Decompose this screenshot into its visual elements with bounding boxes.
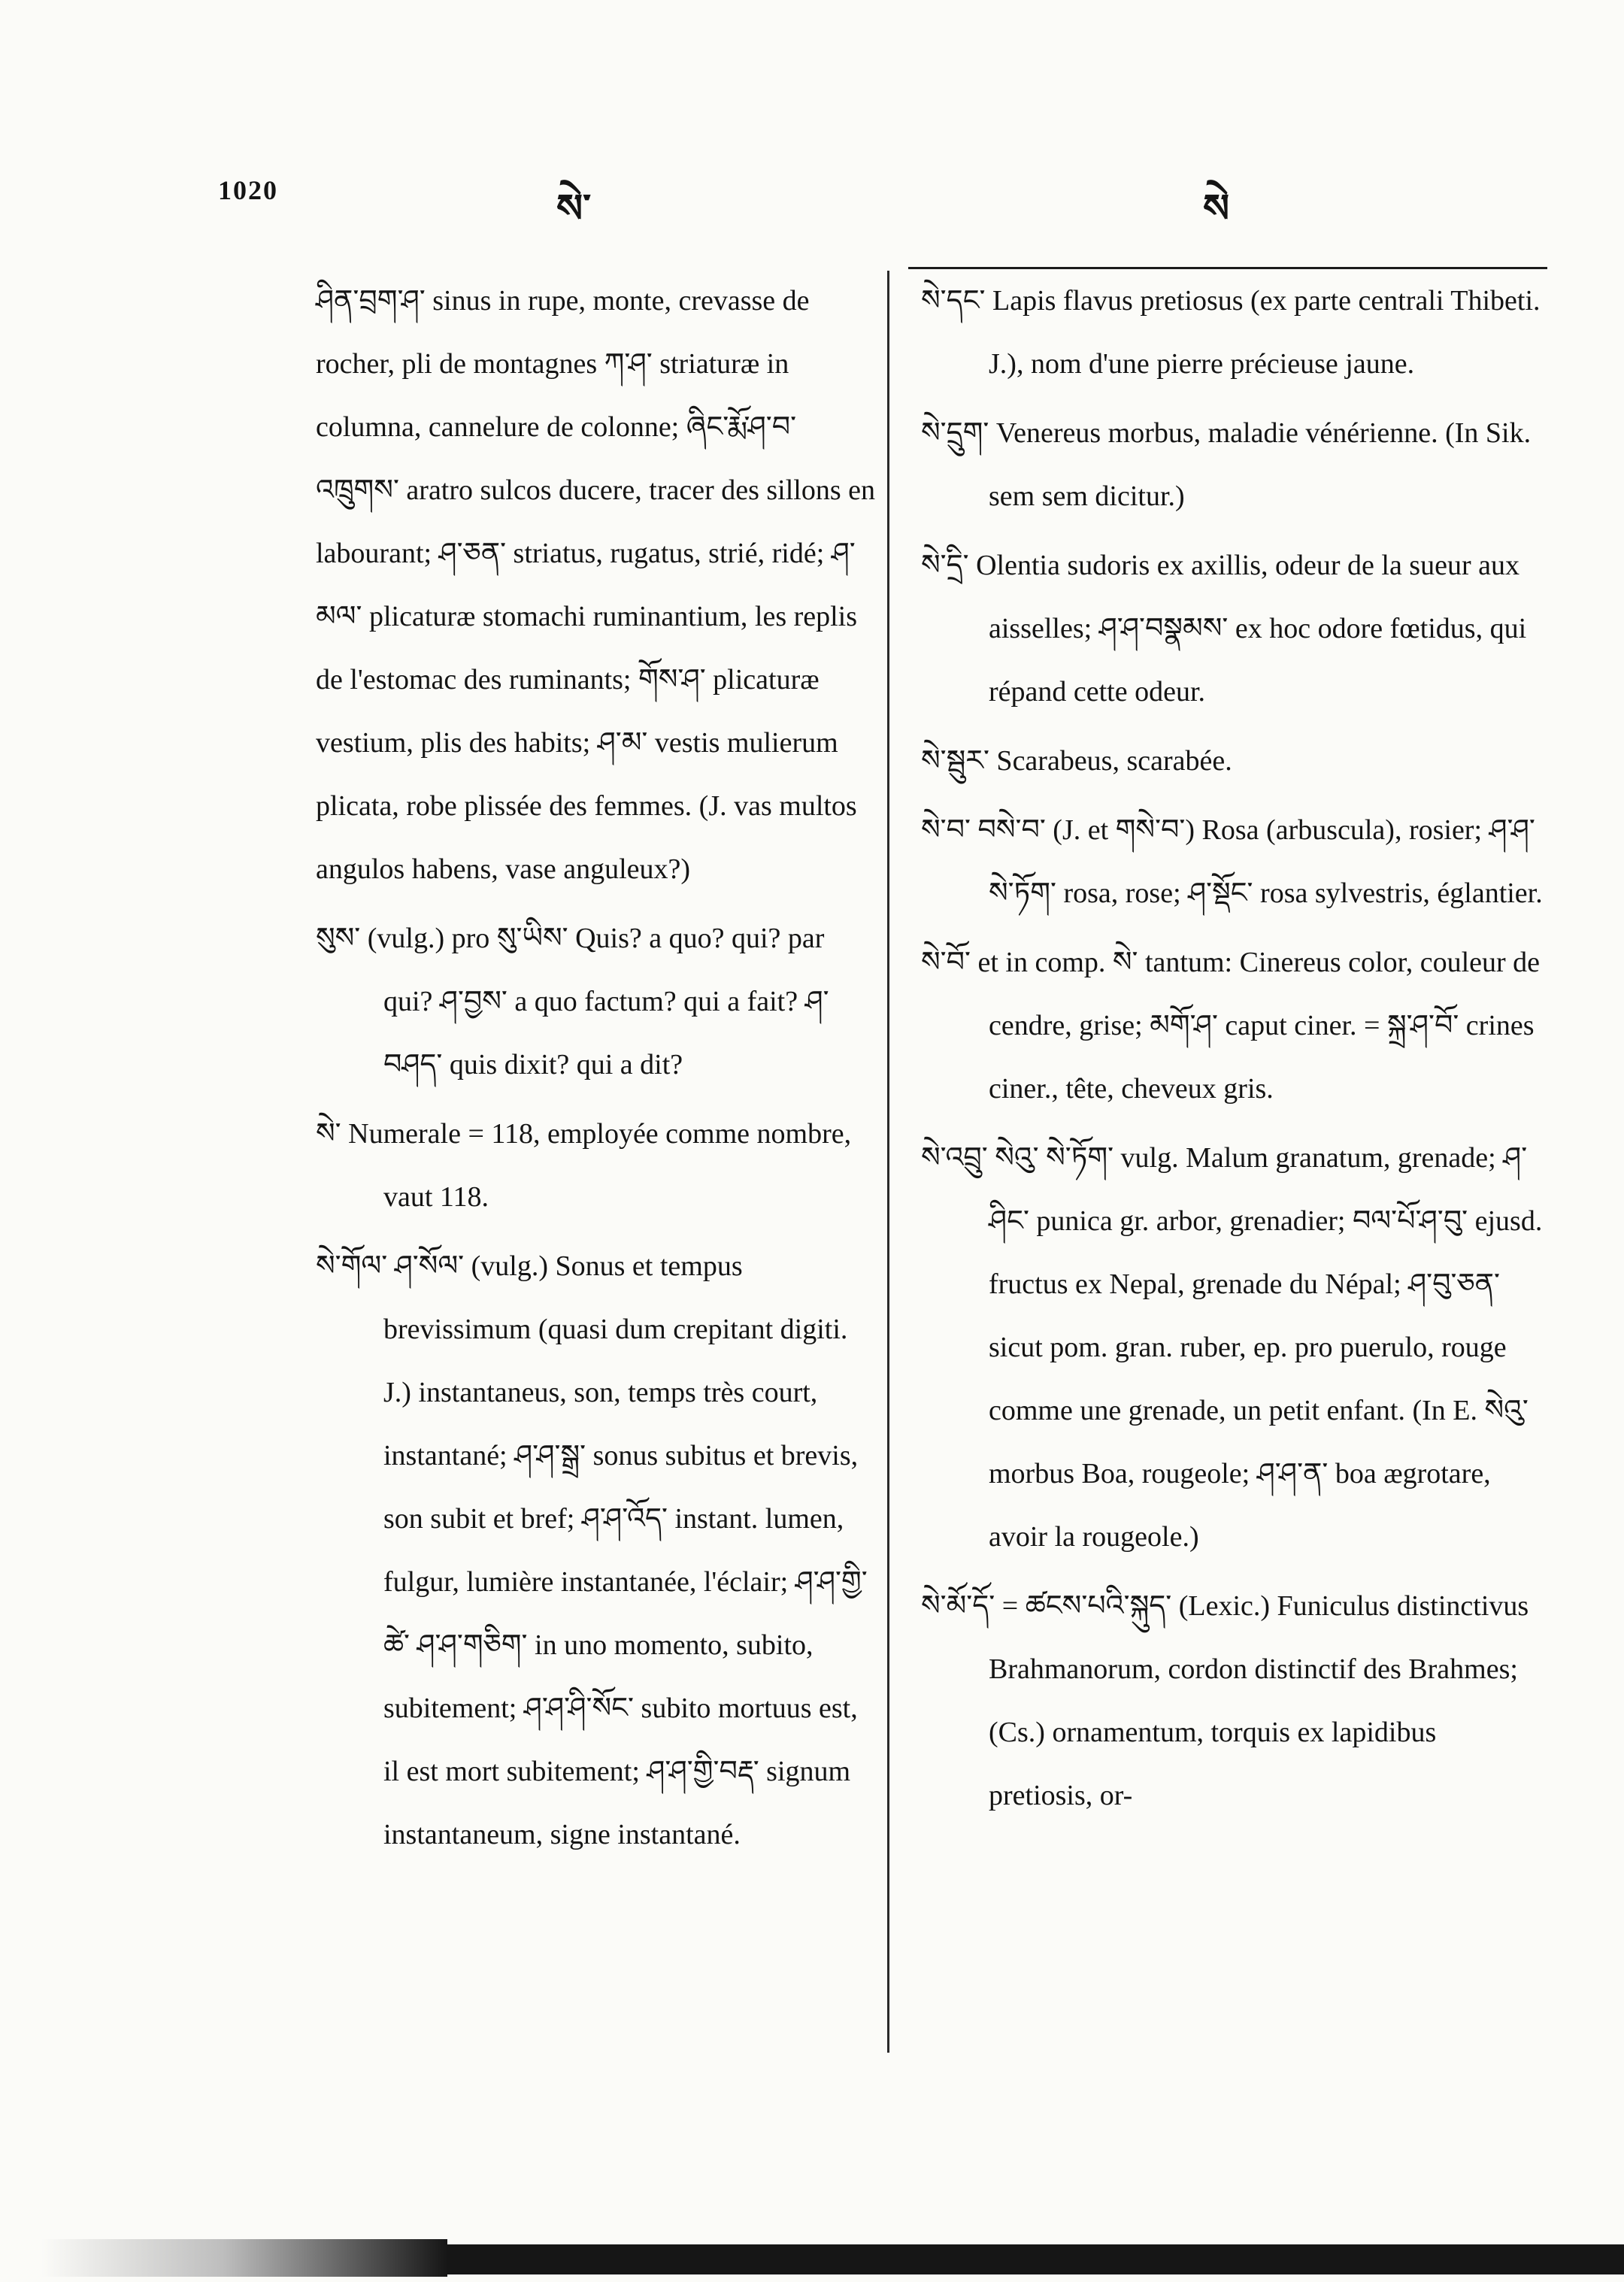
dictionary-entry: སུས་ (vulg.) pro སུ་ཡིས་ Quis? a quo? qui? par qui? ཤ་བྱས་ a quo factum? qui a fait? ཤ་བཤད་ quis dixit? qui a dit? — [316, 923, 829, 1080]
dictionary-entry: སེ་མོ་དོ་ = ཚངས་པའི་སྐུད་ (Lexic.) Funiculus distinctivus Brahmanorum, cordon distinctif des Brahmes; (Cs.) ornamentum, torquis ex lapidibus pretiosis, or- — [921, 1590, 1529, 1811]
left-column — [316, 269, 876, 1866]
dictionary-entry: སེ་དྲི་ Olentia sudoris ex axillis, odeur de la sueur aux aisselles; ཤ་ཤ་བསྣམས་ ex hoc odore fœtidus, qui répand cette odeur. — [921, 550, 1527, 708]
dictionary-entry: སེ་འབྲུ་ སེའུ་ སེ་ཏོག་ vulg. Malum granatum, grenade; ཤ་ཤིང་ punica gr. arbor, grenadier; བལ་པོ་ཤ་བུ་ ejusd. fructus ex Nepal, grenade du Népal; ཤ་བུ་ཅན་ sicut pom. gran. ruber, ep. pro puerulo, rouge comme une grenade, un petit enfant. (In E. སེའུ་ morbus Boa, rougeole; ཤ་ཤ་ན་ boa ægrotare, avoir la rougeole.) — [921, 1142, 1543, 1553]
dictionary-entry: སེ་དྲུག་ Venereus morbus, maladie vénérienne. (In Sik. sem sem dicitur.) — [921, 417, 1532, 512]
right-column — [921, 269, 1545, 1827]
running-head-left: སེ་ — [556, 186, 592, 232]
dictionary-entry: སེ་སྦུར་ Scarabeus, scarabée. — [921, 745, 1232, 777]
running-head-right: སེ — [1203, 186, 1230, 232]
column-divider — [887, 271, 889, 2053]
dictionary-entry: ཤིན་བྲག་ཤ་ sinus in rupe, monte, crevasse de rocher, pli de montagnes ཀ་ཤ་ striaturæ in columna, cannelure de colonne; ཞིང་རྨོ་ཤ་བ་འཁྲུགས་ aratro sulcos ducere, tracer des sillons en labourant; ཤ་ཅན་ striatus, rugatus, strié, ridé; ཤ་མལ་ plicaturæ stomachi ruminantium, les replis de l'estomac des ruminants; གོས་ཤ་ plicaturæ vestium, plis des habits; ཤ་མ་ vestis mulierum plicata, robe plissée des femmes. (J. vas multos angulos habens, vase anguleux?) — [316, 285, 876, 885]
dictionary-entry: སེ་བ་ བསེ་བ་ (J. et གསེ་བ་) Rosa (arbuscula), rosier; ཤ་ཤ་སེ་ཏོག་ rosa, rose; ཤ་སྡོང་ rosa sylvestris, églantier. — [921, 814, 1543, 909]
dictionary-entry: སེ་དང་ Lapis flavus pretiosus (ex parte centrali Thibeti. J.), nom d'une pierre précieuse jaune. — [921, 285, 1541, 380]
dictionary-entry: སེ་ Numerale = 118, employée comme nombre, vaut 118. — [316, 1118, 852, 1213]
dictionary-entry: སེ་བོ་ et in comp. སེ་ tantum: Cinereus color, couleur de cendre, grise; མགོ་ཤ་ caput ciner. = སྐྲ་ཤ་བོ་ crines ciner., tête, cheveux gris. — [921, 947, 1541, 1105]
page-number: 1020 — [218, 175, 278, 205]
scan-edge-fade — [41, 2239, 447, 2277]
dictionary-entry: སེ་གོལ་ ཤ་སོལ་ (vulg.) Sonus et tempus brevissimum (quasi dum crepitant digiti. J.) instantaneus, son, temps très court, instantané; ཤ་ཤ་སྒྲ་ sonus subitus et brevis, son subit et bref; ཤ་ཤ་འོད་ instant. lumen, fulgur, lumière instantanée, l'éclair; ཤ་ཤ་གྱི་ཚེ་ ཤ་ཤ་གཅིག་ in uno momento, subito, subitement; ཤ་ཤ་ཤི་སོང་ subito mortuus est, il est mort subitement; ཤ་ཤ་གྱི་བརྡ་ signum instantaneum, signe instantané. — [316, 1250, 868, 1850]
